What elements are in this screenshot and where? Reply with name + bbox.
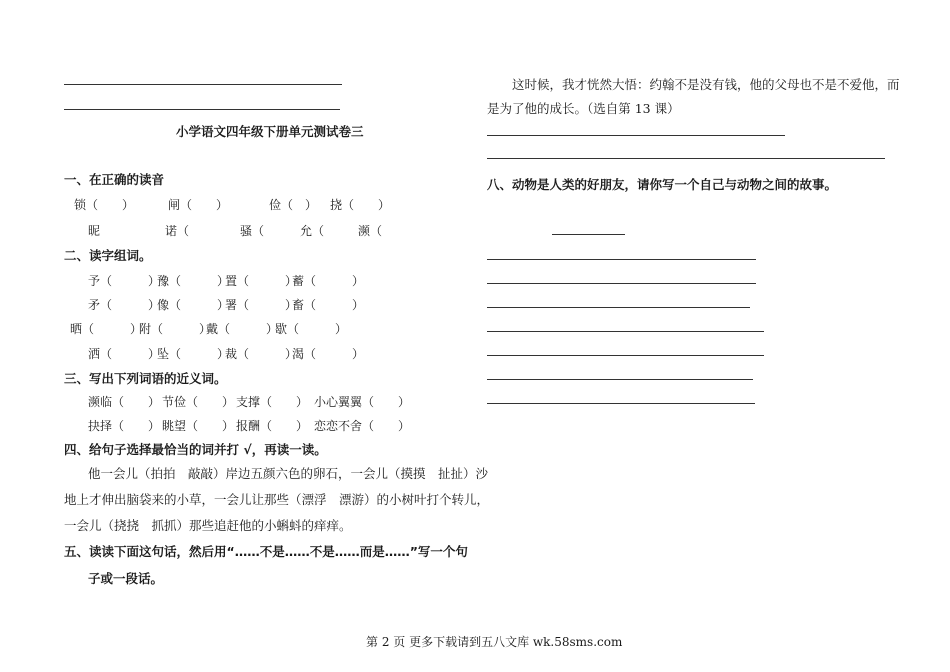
section-5-heading-cont: 子或一段话。 xyxy=(88,571,164,586)
section-1-heading: 一、在正确的读音 xyxy=(64,172,165,187)
word-item: 戴（ ） xyxy=(206,322,279,336)
section-2-heading: 二、读字组词。 xyxy=(64,248,152,263)
synonym-item: 眺望（ ） xyxy=(162,419,235,433)
quote-line: 是为了他的成长。（选自第 13 课） xyxy=(487,101,680,116)
answer-line xyxy=(487,135,785,136)
pinyin-item: 诺（ xyxy=(165,224,190,238)
word-item: 予（ ） xyxy=(88,274,161,288)
pinyin-item: 挠（ ） xyxy=(330,198,391,212)
word-item: 畜（ ） xyxy=(292,298,365,312)
passage-line: 地上才伸出脑袋来的小草，一会儿让那些（漂浮 漂游）的小树叶打个转儿， xyxy=(64,492,490,507)
pinyin-item: 允（ xyxy=(300,224,325,238)
word-item: 矛（ ） xyxy=(88,298,161,312)
writing-line xyxy=(487,283,756,284)
word-item: 蓄（ ） xyxy=(292,274,365,288)
page-title: 小学语文四年级下册单元测试卷三 xyxy=(176,124,364,139)
synonym-item: 报酬（ ） xyxy=(236,419,309,433)
word-item: 坠（ ） xyxy=(157,347,230,361)
synonym-item: 抉择（ ） xyxy=(88,419,161,433)
passage-line: 一会儿（挠挠 抓抓）那些追赶他的小蝌蚪的痒痒。 xyxy=(64,518,352,533)
word-item: 署（ ） xyxy=(225,298,298,312)
pinyin-item: 骚（ xyxy=(240,224,265,238)
synonym-item: 小心翼翼（ ） xyxy=(314,395,411,409)
quote-line: 这时候，我才恍然大悟：约翰不是没有钱，他的父母也不是不爱他，而 xyxy=(512,77,900,92)
synonym-item: 节俭（ ） xyxy=(162,395,235,409)
title-blank-line xyxy=(552,234,625,235)
synonym-item: 支撑（ ） xyxy=(236,395,309,409)
synonym-item: 濒临（ ） xyxy=(88,395,161,409)
word-item: 歇（ ） xyxy=(275,322,348,336)
writing-line xyxy=(487,331,764,332)
word-item: 附（ ） xyxy=(139,322,212,336)
section-8-heading: 八、动物是人类的好朋友，请你写一个自己与动物之间的故事。 xyxy=(487,177,838,192)
section-4-heading: 四、给句子选择最恰当的词并打 √，再读一读。 xyxy=(64,442,327,457)
word-item: 像（ ） xyxy=(157,298,230,312)
word-item: 渴（ ） xyxy=(292,347,365,361)
page-footer: 第 2 页 更多下载请到五八文库 wk.58sms.com xyxy=(366,635,623,649)
blank-line xyxy=(64,109,340,110)
passage-line: 他一会儿（拍拍 敲敲）岸边五颜六色的卵石，一会儿（摸摸 扯扯）沙 xyxy=(88,466,489,481)
synonym-item: 恋恋不舍（ ） xyxy=(314,419,411,433)
word-item: 裁（ ） xyxy=(225,347,298,361)
writing-line xyxy=(487,355,764,356)
answer-line xyxy=(487,158,885,159)
word-item: 置（ ） xyxy=(225,274,298,288)
pinyin-item: 锁（ ） xyxy=(74,198,135,212)
pinyin-item: 昵 xyxy=(88,224,101,238)
blank-line xyxy=(64,84,342,85)
writing-line xyxy=(487,307,750,308)
section-3-heading: 三、写出下列词语的近义词。 xyxy=(64,371,227,386)
pinyin-item: 俭（ ） xyxy=(269,198,318,212)
word-item: 豫（ ） xyxy=(157,274,230,288)
writing-line xyxy=(487,403,755,404)
word-item: 晒（ ） xyxy=(70,322,143,336)
section-5-heading: 五、读读下面这句话，然后用“……不是……不是……而是……”写一个句 xyxy=(64,544,468,559)
pinyin-item: 濒（ xyxy=(358,224,383,238)
word-item: 洒（ ） xyxy=(88,347,161,361)
writing-line xyxy=(487,379,753,380)
writing-line xyxy=(487,259,756,260)
pinyin-item: 闸（ ） xyxy=(168,198,229,212)
